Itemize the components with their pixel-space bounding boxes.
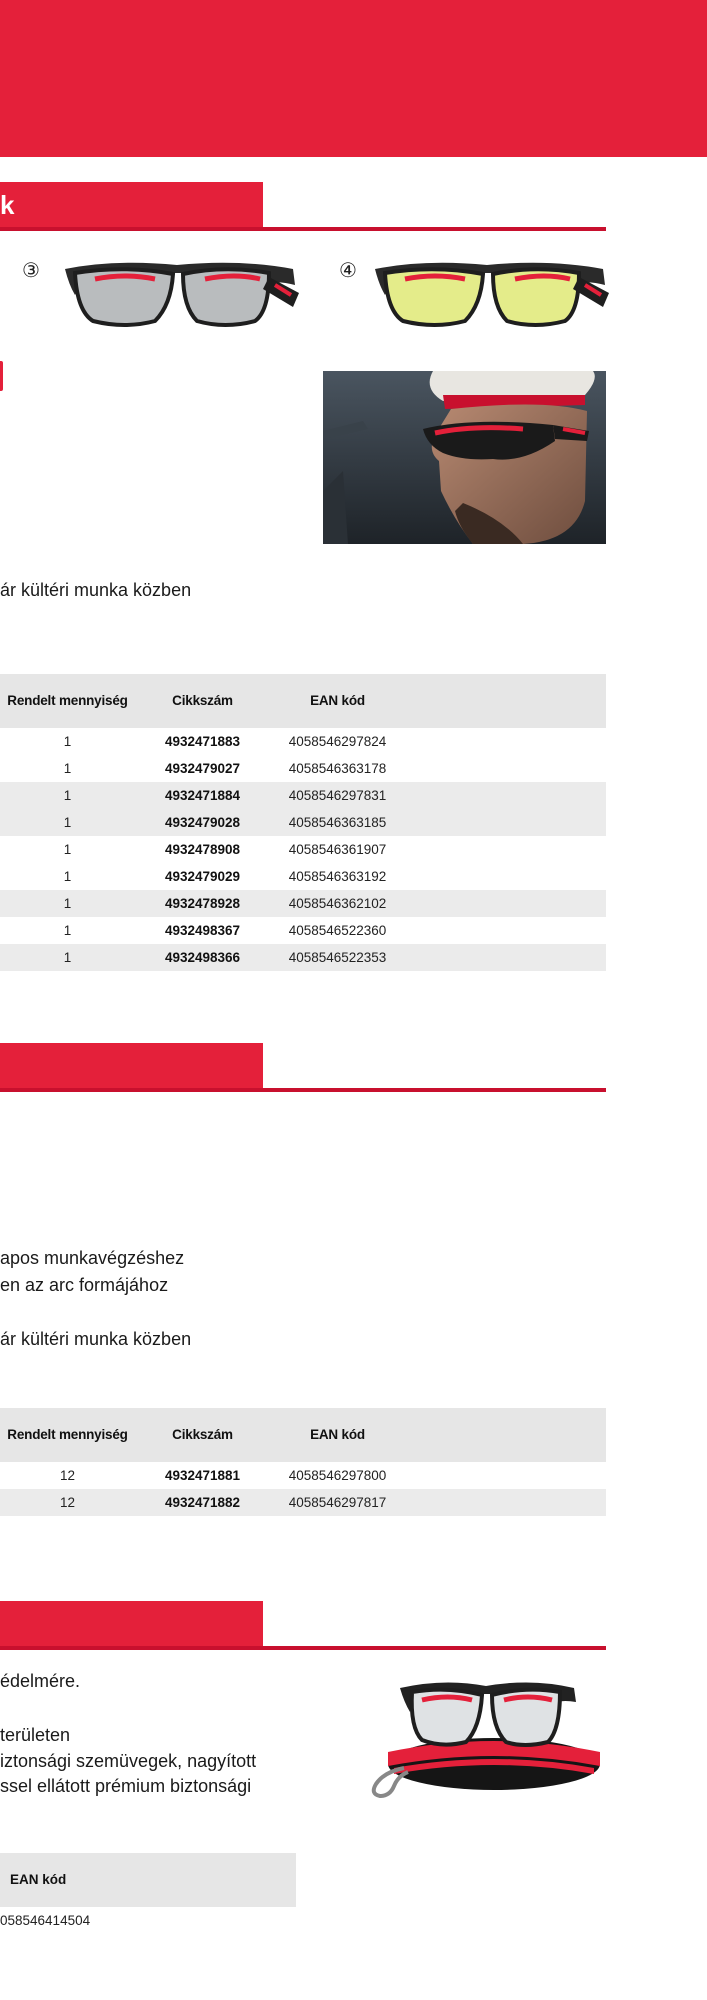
table-row [0, 809, 606, 836]
column-header-ean: EAN kód [310, 1427, 365, 1442]
cell-ean: 4058546363185 [288, 815, 387, 830]
glasses-with-case-image [364, 1676, 600, 1798]
section-3-line-1: édelmére. [0, 1671, 81, 1691]
product-number-4: ④ [339, 258, 357, 282]
table-row [0, 782, 606, 809]
table-row [0, 1907, 296, 1934]
cell-ean: 4058546363192 [288, 869, 387, 884]
column-header-sku: Cikkszám [172, 693, 233, 708]
section-1-table-header [0, 674, 606, 728]
safety-glasses-yellow-image [365, 255, 610, 335]
cell-ean: 4058546297800 [288, 1468, 387, 1483]
section-3-table-header [0, 1853, 296, 1907]
red-marker [0, 361, 3, 391]
cell-sku: 4932471883 [164, 734, 241, 749]
table-row [0, 863, 606, 890]
cell-sku: 4932471882 [164, 1495, 241, 1510]
table-row [0, 890, 606, 917]
cell-sku: 4932479027 [164, 761, 241, 776]
section-1-header-label: k [0, 190, 15, 220]
section-2-line-1: apos munkavégzéshez [0, 1248, 185, 1268]
section-2-table-header [0, 1408, 606, 1462]
cell-ean: 4058546297824 [288, 734, 387, 749]
section-2-header-tab [0, 1043, 263, 1089]
cell-qty: 1 [63, 869, 72, 884]
section-1-description: ár kültéri munka közben [0, 580, 192, 600]
cell-sku: 4932478908 [164, 842, 241, 857]
cell-sku: 4932471884 [164, 788, 241, 803]
worker-wearing-glasses-photo [323, 371, 606, 544]
cell-qty: 1 [63, 788, 72, 803]
table-row [0, 836, 606, 863]
section-3-line-2: területen [0, 1725, 71, 1745]
column-header-ean: EAN kód [10, 1872, 67, 1887]
cell-sku: 4932479029 [164, 869, 241, 884]
table-row [0, 755, 606, 782]
cell-qty: 1 [63, 950, 72, 965]
cell-ean: 4058546361907 [288, 842, 387, 857]
cell-qty: 1 [63, 896, 72, 911]
cell-ean: 4058546362102 [288, 896, 387, 911]
cell-ean: 4058546522353 [288, 950, 387, 965]
cell-ean: 4058546522360 [288, 923, 387, 938]
section-2-line-3: ár kültéri munka közben [0, 1329, 192, 1349]
cell-sku: 4932479028 [164, 815, 241, 830]
section-1-divider [0, 227, 606, 231]
cell-qty: 1 [63, 761, 72, 776]
column-header-ean: EAN kód [310, 693, 365, 708]
safety-glasses-grey-image [55, 255, 300, 335]
column-header-sku: Cikkszám [172, 1427, 233, 1442]
cell-sku: 4932498366 [164, 950, 241, 965]
cell-ean: 058546414504 [0, 1913, 91, 1928]
table-row [0, 728, 606, 755]
cell-sku: 4932471881 [164, 1468, 241, 1483]
section-3-divider [0, 1646, 606, 1650]
table-row [0, 917, 606, 944]
cell-ean: 4058546297817 [288, 1495, 387, 1510]
section-3-header-tab [0, 1601, 263, 1647]
cell-ean: 4058546297831 [288, 788, 387, 803]
product-number-3: ③ [22, 258, 40, 282]
cell-qty: 1 [63, 815, 72, 830]
section-3-line-4: ssel ellátott prémium biztonsági [0, 1776, 252, 1796]
column-header-qty: Rendelt mennyiség [7, 1427, 128, 1442]
column-header-qty: Rendelt mennyiség [7, 693, 128, 708]
cell-sku: 4932498367 [164, 923, 241, 938]
table-row [0, 1489, 606, 1516]
section-2-line-2: en az arc formájához [0, 1275, 169, 1295]
cell-qty: 1 [63, 923, 72, 938]
section-1-header-tab [0, 182, 263, 228]
cell-qty: 12 [59, 1468, 76, 1483]
section-2-divider [0, 1088, 606, 1092]
cell-qty: 1 [63, 842, 72, 857]
cell-qty: 1 [63, 734, 72, 749]
cell-qty: 12 [59, 1495, 76, 1510]
table-row [0, 1462, 606, 1489]
section-3-line-3: iztonsági szemüvegek, nagyított [0, 1751, 257, 1771]
cell-ean: 4058546363178 [288, 761, 387, 776]
cell-sku: 4932478928 [164, 896, 241, 911]
table-row [0, 944, 606, 971]
top-banner [0, 0, 707, 157]
